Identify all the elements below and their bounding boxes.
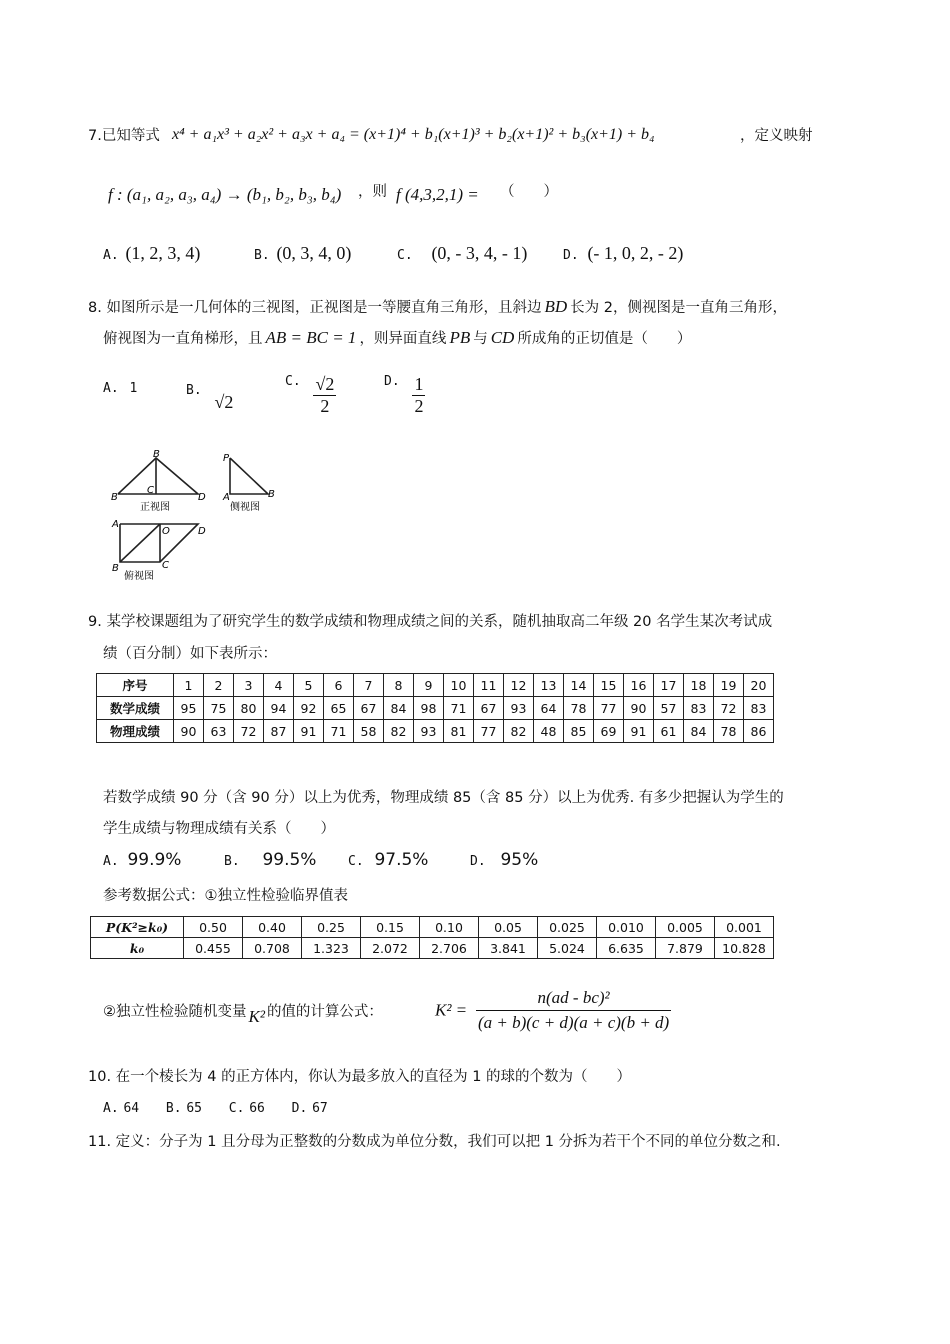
- table-cell: 78: [564, 697, 594, 720]
- q10-option-d: D. 67: [291, 1101, 328, 1116]
- table-cell: 14: [564, 674, 594, 697]
- row-header: 物理成绩: [97, 720, 174, 743]
- table-cell: 78: [714, 720, 744, 743]
- scores-table: [96, 673, 774, 743]
- table-cell: 19: [714, 674, 744, 697]
- q9-ref-title: 参考数据公式：①独立性检验临界值表: [103, 888, 348, 904]
- table-cell: 15: [594, 674, 624, 697]
- table-cell: 95: [174, 697, 204, 720]
- table-cell: 5.024: [538, 938, 597, 959]
- table-cell: 82: [384, 720, 414, 743]
- q7-def-mapping: ，定义映射: [740, 128, 813, 144]
- table-cell: 10: [444, 674, 474, 697]
- table-cell: 0.005: [656, 917, 715, 938]
- table-cell: 7.879: [656, 938, 715, 959]
- table-row: [91, 938, 774, 959]
- q10-option-c: C. 66: [228, 1101, 265, 1116]
- critical-value-table: [90, 916, 774, 959]
- table-cell: 77: [594, 697, 624, 720]
- top-view: [120, 524, 198, 562]
- side-view: [230, 458, 268, 494]
- table-row: [91, 917, 774, 938]
- table-cell: 0.010: [597, 917, 656, 938]
- q9-option-b: B. 99.5%: [224, 850, 317, 870]
- table-cell: 84: [384, 697, 414, 720]
- table-cell: 10.828: [715, 938, 774, 959]
- table-cell: 69: [594, 720, 624, 743]
- table-cell: 83: [684, 697, 714, 720]
- q7-option-b: B. (0, 3, 4, 0): [254, 243, 352, 263]
- table-cell: 87: [264, 720, 294, 743]
- table-header-row: [97, 674, 774, 697]
- fv-label-c: C: [147, 485, 154, 496]
- table-cell: 93: [414, 720, 444, 743]
- q7-answer-blank: （ ）: [500, 184, 558, 200]
- top-view-label: 俯视图: [124, 571, 154, 582]
- q10-option-a: A. 64: [103, 1101, 140, 1116]
- row-header: 序号: [97, 674, 174, 697]
- q9-text2: 学生成绩与物理成绩有关系（ ）: [103, 821, 335, 837]
- q7-equation: x⁴ + a₁x³ + a₂x² + a₃x + a₄ = (x+1)⁴ + b₁(x+1)³ + b₂(x+1)² + b₃(x+1) + b₄: [172, 126, 655, 143]
- table-cell: 81: [444, 720, 474, 743]
- q10-text: 10. 在一个棱长为 4 的正方体内，你认为最多放入的直径为 1 的球的个数为（ ）: [88, 1069, 632, 1085]
- table-cell: 0.10: [420, 917, 479, 938]
- front-view: [118, 458, 198, 494]
- table-cell: 61: [654, 720, 684, 743]
- row-header: 数学成绩: [97, 697, 174, 720]
- q10-option-b: B. 65: [165, 1101, 202, 1116]
- table-cell: 84: [684, 720, 714, 743]
- fv-label-d: D: [198, 492, 206, 503]
- table-cell: 83: [744, 697, 774, 720]
- table-cell: 0.15: [361, 917, 420, 938]
- q8-option-c: C. $\frac{√2}{2}$: [285, 374, 335, 416]
- table-cell: 94: [264, 697, 294, 720]
- table-cell: 6.635: [597, 938, 656, 959]
- table-cell: 86: [744, 720, 774, 743]
- table-cell: 9: [414, 674, 444, 697]
- sv-label-p: P: [223, 453, 230, 464]
- q8-option-d: D. $\frac{1}{2}$: [384, 374, 424, 416]
- table-cell: 85: [564, 720, 594, 743]
- table-cell: 11: [474, 674, 504, 697]
- table-cell: 82: [504, 720, 534, 743]
- table-cell: 71: [324, 720, 354, 743]
- q9-formula-intro: ②独立性检验随机变量 K² 的值的计算公式：: [103, 1004, 383, 1026]
- table-cell: 90: [174, 720, 204, 743]
- table-cell: 57: [654, 697, 684, 720]
- q7-then: ，则: [358, 184, 387, 200]
- q10-options: [103, 1098, 328, 1116]
- table-cell: 0.40: [243, 917, 302, 938]
- table-cell: 8: [384, 674, 414, 697]
- q11-text: 11. 定义：分子为 1 且分母为正整数的分数成为单位分数，我们可以把 1 分拆为若干个不同的单位分数之和.: [88, 1134, 781, 1150]
- tv-label-d: D: [198, 526, 206, 537]
- table-cell: 3: [234, 674, 264, 697]
- three-view-figure: [106, 448, 296, 588]
- table-cell: 13: [534, 674, 564, 697]
- row-header: P(K²≥k₀): [91, 917, 184, 938]
- table-cell: 71: [444, 697, 474, 720]
- sv-label-b: B: [268, 489, 275, 500]
- table-cell: 16: [624, 674, 654, 697]
- table-cell: 2: [204, 674, 234, 697]
- q9-line1: 9. 某学校课题组为了研究学生的数学成绩和物理成绩之间的关系，随机抽取高二年级 20 名学生某次考试成: [88, 614, 773, 630]
- q7-query: f (4,3,2,1) =: [396, 185, 479, 204]
- table-cell: 72: [714, 697, 744, 720]
- side-view-label: 侧视图: [230, 502, 260, 513]
- table-cell: 93: [504, 697, 534, 720]
- table-cell: 18: [684, 674, 714, 697]
- table-cell: 0.25: [302, 917, 361, 938]
- table-cell: 90: [624, 697, 654, 720]
- table-cell: 0.05: [479, 917, 538, 938]
- table-cell: 2.072: [361, 938, 420, 959]
- table-cell: 92: [294, 697, 324, 720]
- table-cell: 80: [234, 697, 264, 720]
- q7-option-c: C. (0, - 3, 4, - 1): [397, 243, 528, 263]
- row-header: k₀: [91, 938, 184, 959]
- table-cell: 63: [204, 720, 234, 743]
- q8-line2: 俯视图为一直角梯形，且 AB = BC = 1 ，则异面直线 PB 与 CD 所成角的正切值是（ ）: [103, 328, 692, 347]
- table-cell: 5: [294, 674, 324, 697]
- q7-mapping: f : (a₁, a₂, a₃, a₄) → (b₁, b₂, b₃, b₄): [108, 185, 342, 204]
- q9-text1: 若数学成绩 90 分（含 90 分）以上为优秀，物理成绩 85（含 85 分）以上为优秀. 有多少把握认为学生的: [103, 790, 784, 806]
- q8-line1: 8. 如图所示是一几何体的三视图，正视图是一等腰直角三角形，且斜边 BD 长为 2，侧视图是一直角三角形，: [88, 297, 787, 316]
- table-cell: 58: [354, 720, 384, 743]
- table-cell: 17: [654, 674, 684, 697]
- table-cell: 67: [474, 697, 504, 720]
- table-cell: 3.841: [479, 938, 538, 959]
- fv-label-b: B: [111, 492, 118, 503]
- q8-option-b: B. √2: [186, 383, 234, 412]
- table-row: [97, 697, 774, 720]
- table-cell: 98: [414, 697, 444, 720]
- table-cell: 67: [354, 697, 384, 720]
- fv-label-b-top: B: [153, 449, 160, 460]
- table-cell: 4: [264, 674, 294, 697]
- table-cell: 0.50: [184, 917, 243, 938]
- table-cell: 0.708: [243, 938, 302, 959]
- table-cell: 20: [744, 674, 774, 697]
- table-cell: 91: [624, 720, 654, 743]
- q8-option-a: A. 1: [103, 381, 138, 396]
- table-cell: 2.706: [420, 938, 479, 959]
- k2-formula: K² = $\frac{\text{n(ad - bc)²}}{(a + b)(c + d)(a + c)(b + d)}$: [435, 988, 670, 1032]
- table-cell: 0.455: [184, 938, 243, 959]
- tv-label-o: O: [162, 526, 170, 537]
- table-cell: 1: [174, 674, 204, 697]
- q9-option-c: C. 97.5%: [348, 850, 429, 870]
- table-cell: 12: [504, 674, 534, 697]
- table-cell: 48: [534, 720, 564, 743]
- table-cell: 1.323: [302, 938, 361, 959]
- table-cell: 64: [534, 697, 564, 720]
- table-cell: 0.001: [715, 917, 774, 938]
- q7-option-d: D. (- 1, 0, 2, - 2): [563, 243, 684, 263]
- table-row: [97, 720, 774, 743]
- q7-option-a: A. (1, 2, 3, 4): [103, 243, 201, 263]
- front-view-label: 正视图: [140, 502, 170, 513]
- table-cell: 6: [324, 674, 354, 697]
- q9-option-d: D. 95%: [470, 850, 539, 870]
- q7-intro: 7.已知等式: [88, 128, 160, 144]
- table-cell: 77: [474, 720, 504, 743]
- table-cell: 91: [294, 720, 324, 743]
- table-cell: 75: [204, 697, 234, 720]
- tv-label-c: C: [162, 560, 169, 571]
- table-cell: 65: [324, 697, 354, 720]
- table-cell: 0.025: [538, 917, 597, 938]
- q9-line2: 绩（百分制）如下表所示：: [103, 646, 277, 662]
- sv-label-a: A: [223, 492, 230, 503]
- table-cell: 72: [234, 720, 264, 743]
- tv-label-b: B: [112, 563, 119, 574]
- q9-option-a: A. 99.9%: [103, 850, 182, 870]
- table-cell: 7: [354, 674, 384, 697]
- tv-label-a: A: [112, 519, 119, 530]
